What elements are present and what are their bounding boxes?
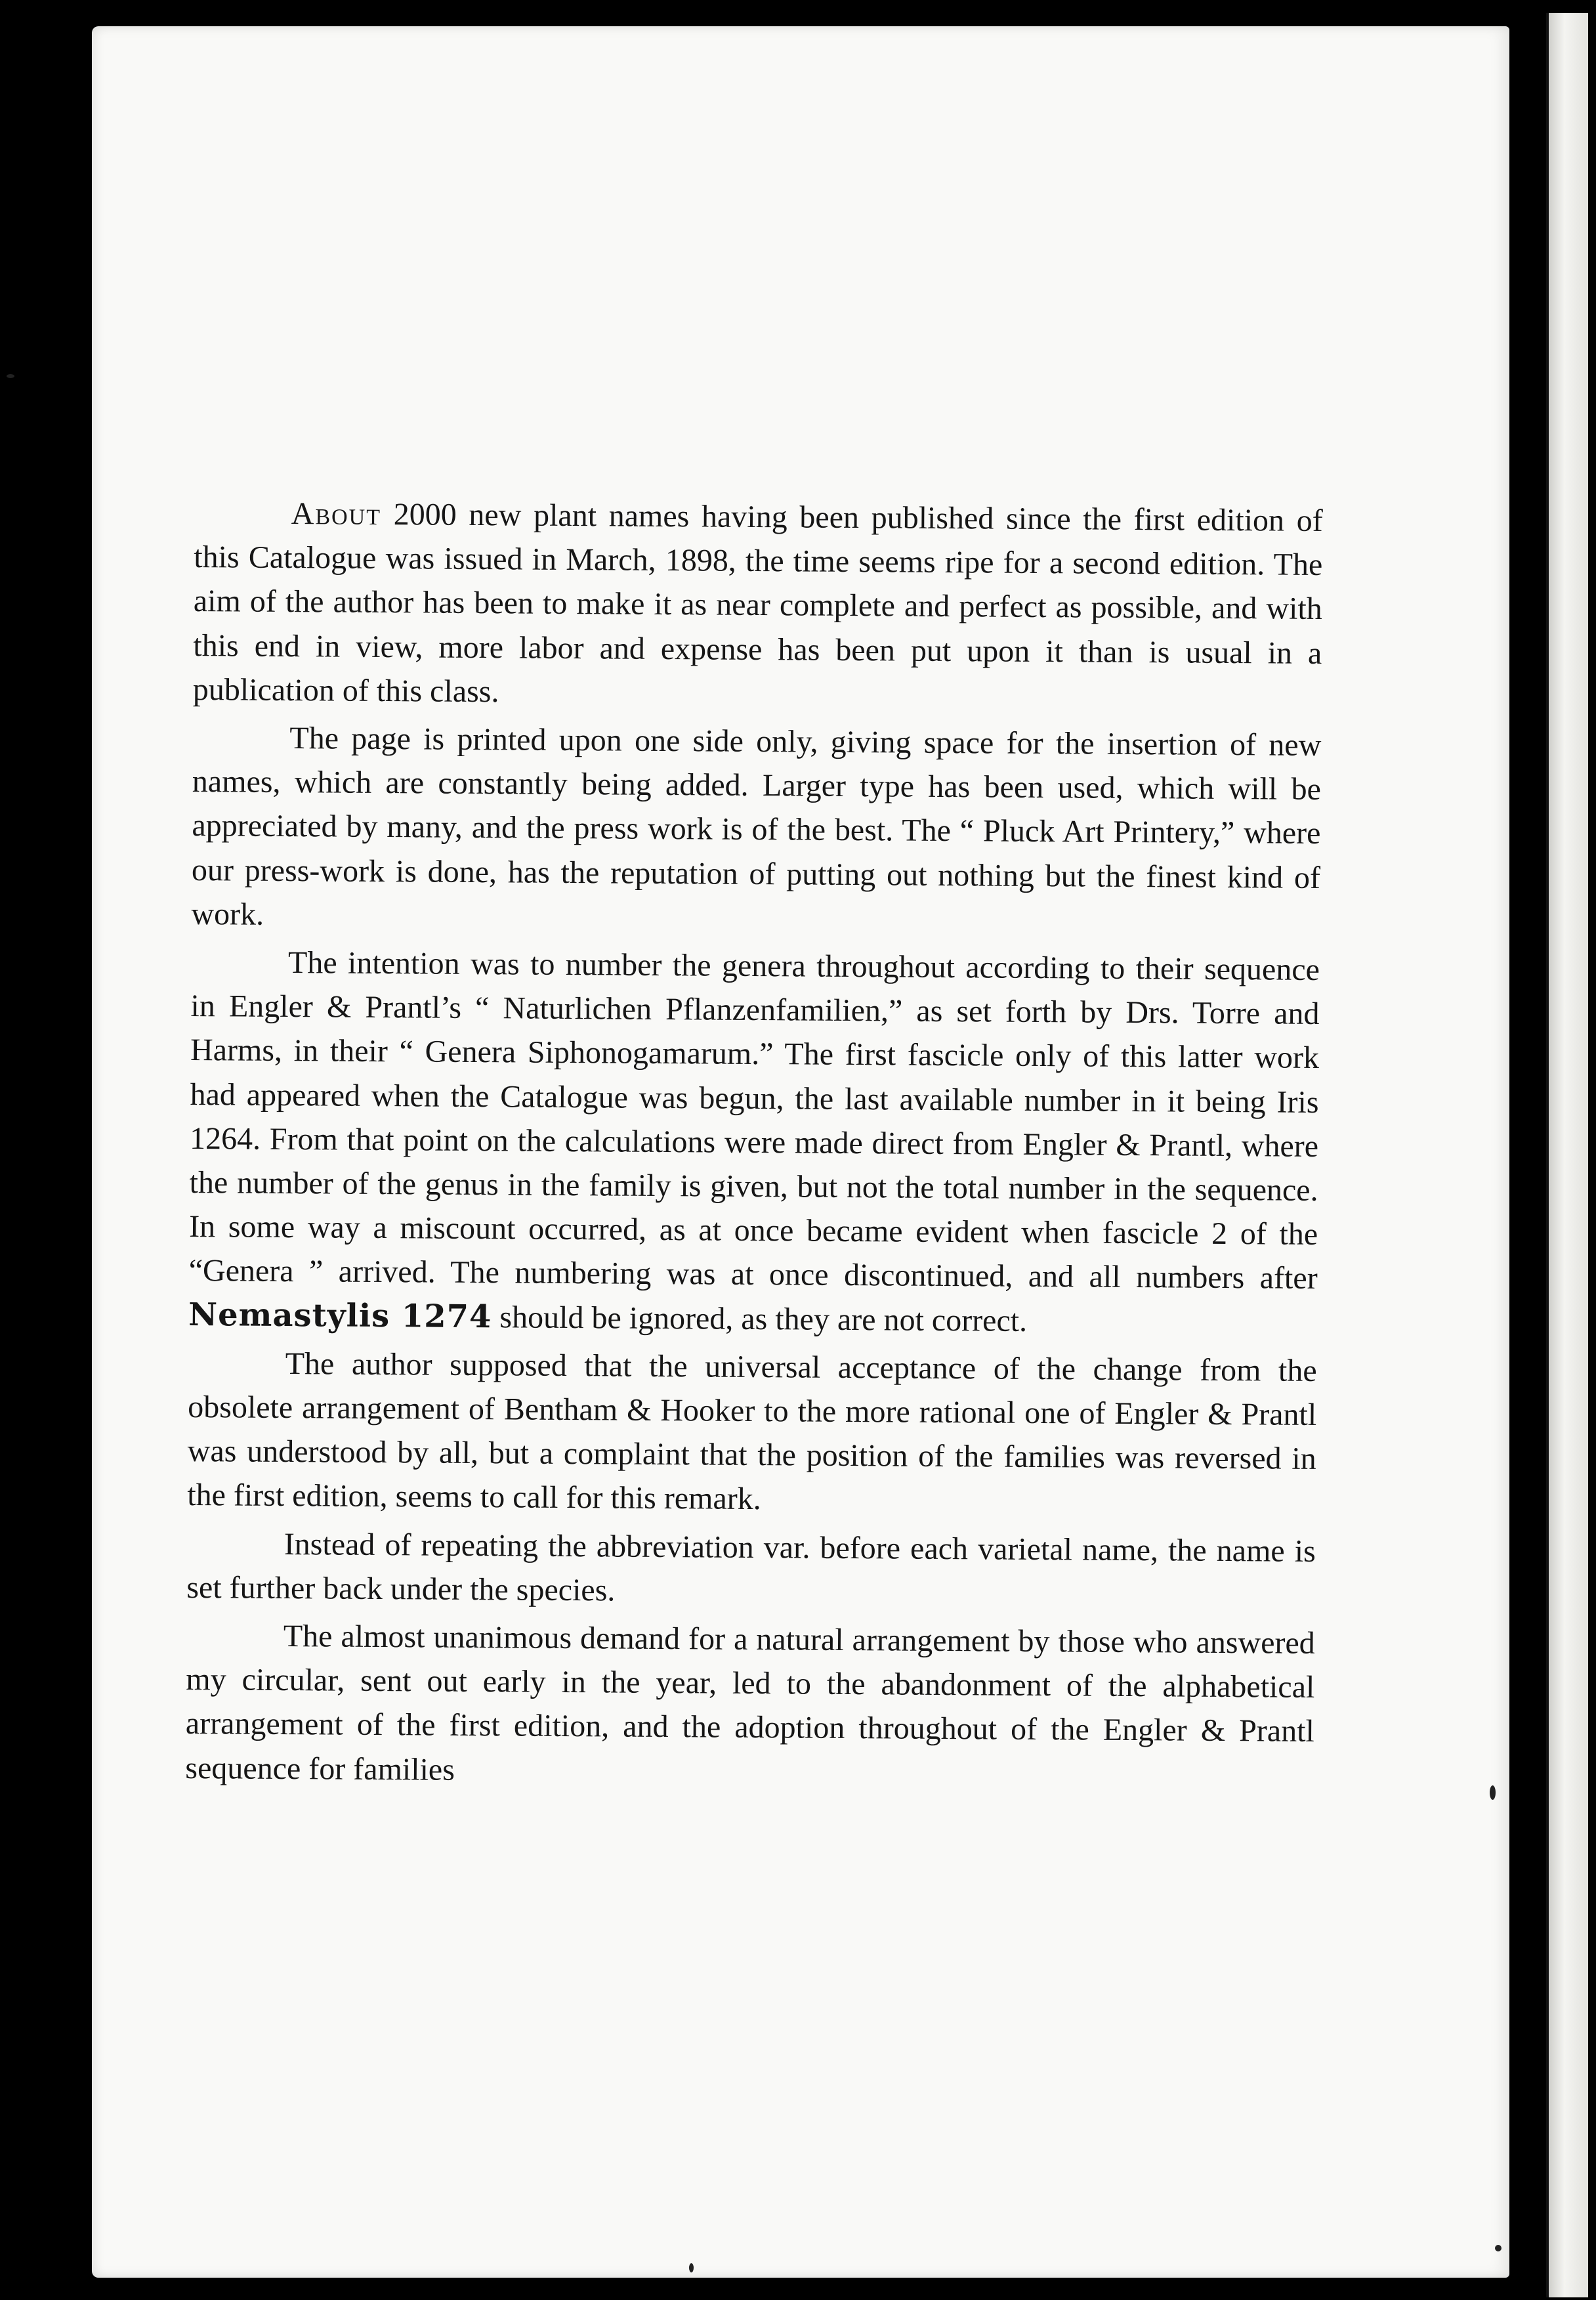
paragraph-2: The page is printed upon one side only, giving space for the insertion of new names, which are constantly being added. Larger type has been used, which will be appreciated by many, and the press work is of the best. The “ Pluck Art Printery,” where our press-work is done, has the reputation of putting out nothing but the finest kind of work. <box>191 721 1322 932</box>
paragraph-1 <box>193 491 1323 719</box>
paragraph-1-lead: About <box>291 496 382 532</box>
scan-speck <box>1490 1785 1496 1800</box>
paragraph-6: The almost unanimous demand for a natural arrangement by those who answered my circular, sent out early in the year, led to the abandonment of the alphabetical arrangement of the first edition, and the adoption throughout of the Engler & Prantl sequence for families <box>185 1619 1315 1787</box>
paragraph-3-bold-reference: Nemastylis 1274 <box>188 1296 492 1335</box>
scan-speck <box>1495 2245 1502 2251</box>
scan-speck <box>7 374 14 378</box>
paragraph-5: Instead of repeating the abbreviation var. before each varietal name, the name is set further back under the species. <box>186 1526 1316 1608</box>
preface-text <box>185 491 1323 1802</box>
paragraph-3 <box>188 940 1320 1345</box>
paragraph-4: The author supposed that the universal acceptance of the change from the obsolete arrangement of Bentham & Hooker to the more rational one of Engler & Prantl was understood by all, but a complaint that the position of the families was reversed in the first edition, seems to call for this remark. <box>187 1346 1317 1517</box>
scan-speck <box>689 2263 694 2272</box>
adjacent-page-edge <box>1546 13 1588 2297</box>
paragraph-1-text: 2000 new plant names having been published since the first edition of this Catalogue was issued in March, 1898, the time seems ripe for a second edition. The aim of the author has been to make it as near complete and perfect as possible, and with this end in view, more labor and expense has been put upon it than is usual in a publication of this class. <box>192 496 1323 710</box>
paragraph-3-text-before: The intention was to number the genera throughout according to their sequence in Engler & Prantl’s “ Naturlichen Pflanzenfamilien,” as set forth by Drs. Torre and Harms, in their “ Genera Siphonogamarum.” The first fascicle only of this latter work had appeared when the Catalogue was begun, the last available number in it being Iris 1264. From that point on the calculations were made direct from Engler & Prantl, where the number of the genus in the family is given, but not the total number in the sequence. In some way a miscount occurred, as at once became evident when fascicle 2 of the “Genera ” arrived. The numbering was at once discontinued, and all numbers after <box>188 945 1320 1296</box>
paragraph-3-text-after: should be ignored, as they are not correct. <box>492 1299 1028 1338</box>
